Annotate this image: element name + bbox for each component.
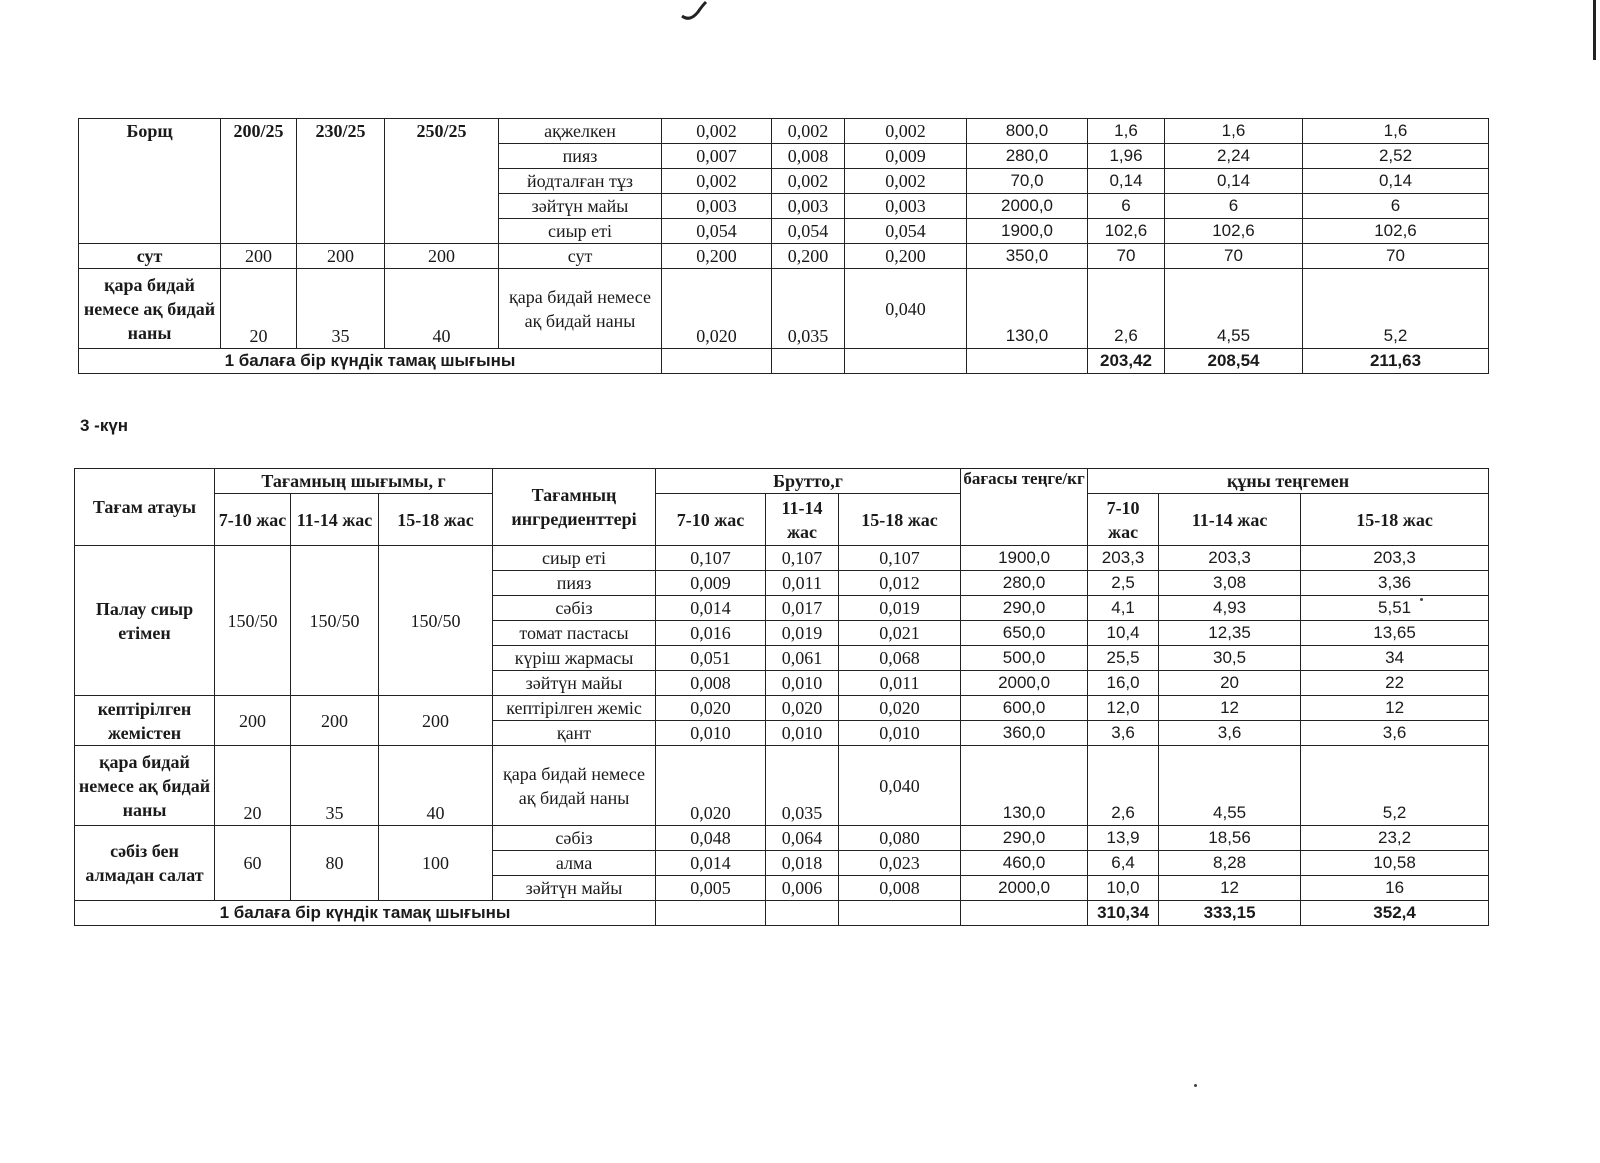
cost-11-14: 3,6 xyxy=(1159,721,1301,746)
cost-15-18: 3,6 xyxy=(1301,721,1489,746)
table-row xyxy=(79,244,1489,269)
cost-11-14: 30,5 xyxy=(1159,646,1301,671)
cost-7-10: 1,96 xyxy=(1088,144,1165,169)
ingredient: зәйтүн майы xyxy=(499,194,662,219)
brutto-11-14: 0,064 xyxy=(766,826,839,851)
brutto-15-18: 0,021 xyxy=(839,621,961,646)
cost-15-18: 5,51 xyxy=(1301,596,1489,621)
cost-7-10: 203,3 xyxy=(1088,546,1159,571)
brutto-15-18: 0,107 xyxy=(839,546,961,571)
header-portion: Тағамның шығымы, г xyxy=(215,469,493,494)
brutto-11-14: 0,054 xyxy=(772,219,845,244)
header-age-7-10: 7-10 жас xyxy=(215,494,291,546)
brutto-15-18: 0,003 xyxy=(845,194,967,219)
menu-table-day3 xyxy=(74,468,1489,926)
cost-11-14: 3,08 xyxy=(1159,571,1301,596)
price: 2000,0 xyxy=(967,194,1088,219)
cost-11-14: 8,28 xyxy=(1159,851,1301,876)
ingredient: сиыр еті xyxy=(493,546,656,571)
cost-7-10: 0,14 xyxy=(1088,169,1165,194)
brutto-15-18: 0,068 xyxy=(839,646,961,671)
cost-15-18: 23,2 xyxy=(1301,826,1489,851)
ingredient: қант xyxy=(493,721,656,746)
brutto-11-14: 0,200 xyxy=(772,244,845,269)
brutto-7-10: 0,007 xyxy=(662,144,772,169)
total-11-14: 333,15 xyxy=(1159,901,1301,926)
portion-7-10: 20 xyxy=(215,746,291,826)
cost-15-18: 203,3 xyxy=(1301,546,1489,571)
brutto-11-14: 0,017 xyxy=(766,596,839,621)
brutto-7-10: 0,020 xyxy=(662,269,772,349)
cost-11-14: 2,24 xyxy=(1165,144,1303,169)
price: 290,0 xyxy=(961,826,1088,851)
cost-7-10: 13,9 xyxy=(1088,826,1159,851)
table-row xyxy=(75,696,1489,721)
portion-11-14: 200 xyxy=(297,244,385,269)
cost-15-18: 13,65 xyxy=(1301,621,1489,646)
portion-11-14: 200 xyxy=(291,696,379,746)
brutto-15-18: 0,023 xyxy=(839,851,961,876)
cost-15-18: 0,14 xyxy=(1303,169,1489,194)
table-row xyxy=(75,546,1489,571)
price: 800,0 xyxy=(967,119,1088,144)
empty-cell xyxy=(961,901,1088,926)
total-row xyxy=(75,901,1489,926)
brutto-7-10: 0,002 xyxy=(662,169,772,194)
cost-11-14: 4,55 xyxy=(1165,269,1303,349)
portion-11-14: 80 xyxy=(291,826,379,901)
portion-15-18: 40 xyxy=(379,746,493,826)
ink-mark xyxy=(680,0,708,22)
total-15-18: 211,63 xyxy=(1303,349,1489,374)
cost-15-18: 34 xyxy=(1301,646,1489,671)
scan-dot xyxy=(1194,1084,1197,1087)
portion-15-18: 200 xyxy=(385,244,499,269)
empty-cell xyxy=(772,349,845,374)
brutto-11-14: 0,010 xyxy=(766,721,839,746)
menu-table-day2-continued xyxy=(78,118,1489,374)
brutto-7-10: 0,048 xyxy=(656,826,766,851)
brutto-15-18: 0,080 xyxy=(839,826,961,851)
price: 350,0 xyxy=(967,244,1088,269)
ingredient: алма xyxy=(493,851,656,876)
price: 280,0 xyxy=(967,144,1088,169)
brutto-11-14: 0,019 xyxy=(766,621,839,646)
table-row xyxy=(75,746,1489,826)
header-dish-name: Тағам атауы xyxy=(75,469,215,546)
cost-15-18: 5,2 xyxy=(1301,746,1489,826)
cost-7-10: 1,6 xyxy=(1088,119,1165,144)
price: 650,0 xyxy=(961,621,1088,646)
brutto-11-14: 0,002 xyxy=(772,119,845,144)
table-row xyxy=(79,269,1489,349)
cost-11-14: 1,6 xyxy=(1165,119,1303,144)
cost-7-10: 25,5 xyxy=(1088,646,1159,671)
cost-7-10: 2,6 xyxy=(1088,746,1159,826)
header-brutto: Брутто,г xyxy=(656,469,961,494)
ingredient: томат пастасы xyxy=(493,621,656,646)
brutto-7-10: 0,051 xyxy=(656,646,766,671)
cost-15-18: 16 xyxy=(1301,876,1489,901)
scan-edge xyxy=(1593,0,1596,60)
brutto-7-10: 0,005 xyxy=(656,876,766,901)
ingredient: ақжелкен xyxy=(499,119,662,144)
header-brutto-11-14: 11-14 жас xyxy=(766,494,839,546)
cost-7-10: 4,1 xyxy=(1088,596,1159,621)
portion-15-18: 250/25 xyxy=(385,119,499,244)
price: 1900,0 xyxy=(967,219,1088,244)
brutto-7-10: 0,200 xyxy=(662,244,772,269)
brutto-15-18: 0,040 xyxy=(845,269,967,349)
cost-15-18: 22 xyxy=(1301,671,1489,696)
ingredient: сиыр еті xyxy=(499,219,662,244)
cost-7-10: 6 xyxy=(1088,194,1165,219)
portion-11-14: 150/50 xyxy=(291,546,379,696)
price: 460,0 xyxy=(961,851,1088,876)
cost-7-10: 102,6 xyxy=(1088,219,1165,244)
table-row xyxy=(75,826,1489,851)
cost-15-18: 5,2 xyxy=(1303,269,1489,349)
header-price: бағасы теңге/кг xyxy=(961,469,1088,546)
empty-cell xyxy=(766,901,839,926)
price: 360,0 xyxy=(961,721,1088,746)
price: 130,0 xyxy=(961,746,1088,826)
total-label: 1 балаға бір күндік тамақ шығыны xyxy=(79,349,662,374)
portion-11-14: 230/25 xyxy=(297,119,385,244)
ingredient: зәйтүн майы xyxy=(493,876,656,901)
cost-15-18: 10,58 xyxy=(1301,851,1489,876)
dish-name: сут xyxy=(79,244,221,269)
cost-7-10: 2,5 xyxy=(1088,571,1159,596)
brutto-7-10: 0,002 xyxy=(662,119,772,144)
cost-15-18: 70 xyxy=(1303,244,1489,269)
empty-cell xyxy=(967,349,1088,374)
ingredient: сәбіз xyxy=(493,826,656,851)
portion-11-14: 35 xyxy=(291,746,379,826)
total-row xyxy=(79,349,1489,374)
ingredient: кептірілген жеміс xyxy=(493,696,656,721)
header-brutto-15-18: 15-18 жас xyxy=(839,494,961,546)
table-row xyxy=(79,119,1489,144)
brutto-15-18: 0,002 xyxy=(845,169,967,194)
header-row xyxy=(75,469,1489,494)
price: 600,0 xyxy=(961,696,1088,721)
cost-15-18: 2,52 xyxy=(1303,144,1489,169)
total-7-10: 310,34 xyxy=(1088,901,1159,926)
brutto-11-14: 0,010 xyxy=(766,671,839,696)
ingredient: сут xyxy=(499,244,662,269)
total-label: 1 балаға бір күндік тамақ шығыны xyxy=(75,901,656,926)
brutto-15-18: 0,019 xyxy=(839,596,961,621)
price: 280,0 xyxy=(961,571,1088,596)
cost-7-10: 70 xyxy=(1088,244,1165,269)
brutto-11-14: 0,011 xyxy=(766,571,839,596)
cost-7-10: 10,0 xyxy=(1088,876,1159,901)
cost-11-14: 6 xyxy=(1165,194,1303,219)
brutto-15-18: 0,008 xyxy=(839,876,961,901)
brutto-11-14: 0,035 xyxy=(772,269,845,349)
portion-7-10: 20 xyxy=(221,269,297,349)
empty-cell xyxy=(845,349,967,374)
ingredient: пияз xyxy=(499,144,662,169)
cost-15-18: 3,36 xyxy=(1301,571,1489,596)
price: 130,0 xyxy=(967,269,1088,349)
brutto-15-18: 0,009 xyxy=(845,144,967,169)
cost-7-10: 10,4 xyxy=(1088,621,1159,646)
header-row xyxy=(75,494,1489,546)
price: 290,0 xyxy=(961,596,1088,621)
brutto-7-10: 0,020 xyxy=(656,746,766,826)
header-age-15-18: 15-18 жас xyxy=(379,494,493,546)
cost-11-14: 4,93 xyxy=(1159,596,1301,621)
brutto-11-14: 0,003 xyxy=(772,194,845,219)
brutto-7-10: 0,009 xyxy=(656,571,766,596)
portion-7-10: 200 xyxy=(215,696,291,746)
cost-11-14: 12 xyxy=(1159,696,1301,721)
brutto-11-14: 0,020 xyxy=(766,696,839,721)
empty-cell xyxy=(656,901,766,926)
brutto-11-14: 0,018 xyxy=(766,851,839,876)
total-7-10: 203,42 xyxy=(1088,349,1165,374)
price: 70,0 xyxy=(967,169,1088,194)
cost-15-18: 6 xyxy=(1303,194,1489,219)
header-age-11-14: 11-14 жас xyxy=(291,494,379,546)
header-cost: құны теңгемен xyxy=(1088,469,1489,494)
day-label: 3 -күн xyxy=(80,416,129,435)
brutto-15-18: 0,010 xyxy=(839,721,961,746)
ingredient: күріш жармасы xyxy=(493,646,656,671)
cost-7-10: 3,6 xyxy=(1088,721,1159,746)
portion-15-18: 200 xyxy=(379,696,493,746)
ingredient: сәбіз xyxy=(493,596,656,621)
cost-11-14: 12 xyxy=(1159,876,1301,901)
brutto-7-10: 0,008 xyxy=(656,671,766,696)
brutto-15-18: 0,012 xyxy=(839,571,961,596)
total-11-14: 208,54 xyxy=(1165,349,1303,374)
cost-11-14: 12,35 xyxy=(1159,621,1301,646)
ingredient: йодталған тұз xyxy=(499,169,662,194)
cost-7-10: 12,0 xyxy=(1088,696,1159,721)
cost-15-18: 1,6 xyxy=(1303,119,1489,144)
portion-7-10: 200 xyxy=(221,244,297,269)
portion-7-10: 60 xyxy=(215,826,291,901)
brutto-7-10: 0,014 xyxy=(656,851,766,876)
brutto-7-10: 0,107 xyxy=(656,546,766,571)
ingredient: қара бидай немесе ақ бидай наны xyxy=(499,269,662,349)
price: 2000,0 xyxy=(961,671,1088,696)
portion-15-18: 150/50 xyxy=(379,546,493,696)
brutto-7-10: 0,054 xyxy=(662,219,772,244)
dish-name: кептірілген жемістен xyxy=(75,696,215,746)
total-15-18: 352,4 xyxy=(1301,901,1489,926)
cost-11-14: 70 xyxy=(1165,244,1303,269)
dish-name: Борщ xyxy=(79,119,221,244)
ingredient: пияз xyxy=(493,571,656,596)
brutto-7-10: 0,010 xyxy=(656,721,766,746)
cost-7-10: 6,4 xyxy=(1088,851,1159,876)
dish-name: қара бидай немесе ақ бидай наны xyxy=(75,746,215,826)
cost-11-14: 203,3 xyxy=(1159,546,1301,571)
brutto-7-10: 0,003 xyxy=(662,194,772,219)
header-brutto-7-10: 7-10 жас xyxy=(656,494,766,546)
cost-15-18: 102,6 xyxy=(1303,219,1489,244)
brutto-15-18: 0,020 xyxy=(839,696,961,721)
brutto-7-10: 0,014 xyxy=(656,596,766,621)
brutto-11-14: 0,008 xyxy=(772,144,845,169)
cost-7-10: 2,6 xyxy=(1088,269,1165,349)
brutto-11-14: 0,107 xyxy=(766,546,839,571)
brutto-7-10: 0,016 xyxy=(656,621,766,646)
dish-name: Палау сиыр етімен xyxy=(75,546,215,696)
brutto-15-18: 0,054 xyxy=(845,219,967,244)
dish-name: қара бидай немесе ақ бидай наны xyxy=(79,269,221,349)
cost-11-14: 4,55 xyxy=(1159,746,1301,826)
header-cost-11-14: 11-14 жас xyxy=(1159,494,1301,546)
header-cost-15-18: 15-18 жас xyxy=(1301,494,1489,546)
brutto-7-10: 0,020 xyxy=(656,696,766,721)
ingredient: зәйтүн майы xyxy=(493,671,656,696)
brutto-15-18: 0,040 xyxy=(839,746,961,826)
empty-cell xyxy=(662,349,772,374)
cost-7-10: 16,0 xyxy=(1088,671,1159,696)
brutto-11-14: 0,061 xyxy=(766,646,839,671)
price: 1900,0 xyxy=(961,546,1088,571)
portion-7-10: 150/50 xyxy=(215,546,291,696)
dish-name: сәбіз бен алмадан салат xyxy=(75,826,215,901)
brutto-11-14: 0,035 xyxy=(766,746,839,826)
empty-cell xyxy=(839,901,961,926)
cost-11-14: 18,56 xyxy=(1159,826,1301,851)
price: 2000,0 xyxy=(961,876,1088,901)
cost-11-14: 102,6 xyxy=(1165,219,1303,244)
header-cost-7-10: 7-10 жас xyxy=(1088,494,1159,546)
portion-7-10: 200/25 xyxy=(221,119,297,244)
price: 500,0 xyxy=(961,646,1088,671)
cost-11-14: 0,14 xyxy=(1165,169,1303,194)
portion-11-14: 35 xyxy=(297,269,385,349)
brutto-15-18: 0,002 xyxy=(845,119,967,144)
brutto-15-18: 0,011 xyxy=(839,671,961,696)
portion-15-18: 100 xyxy=(379,826,493,901)
brutto-11-14: 0,002 xyxy=(772,169,845,194)
ingredient: қара бидай немесе ақ бидай наны xyxy=(493,746,656,826)
header-ingredients: Тағамның ингредиенттері xyxy=(493,469,656,546)
cost-11-14: 20 xyxy=(1159,671,1301,696)
portion-15-18: 40 xyxy=(385,269,499,349)
brutto-11-14: 0,006 xyxy=(766,876,839,901)
cost-15-18: 12 xyxy=(1301,696,1489,721)
brutto-15-18: 0,200 xyxy=(845,244,967,269)
